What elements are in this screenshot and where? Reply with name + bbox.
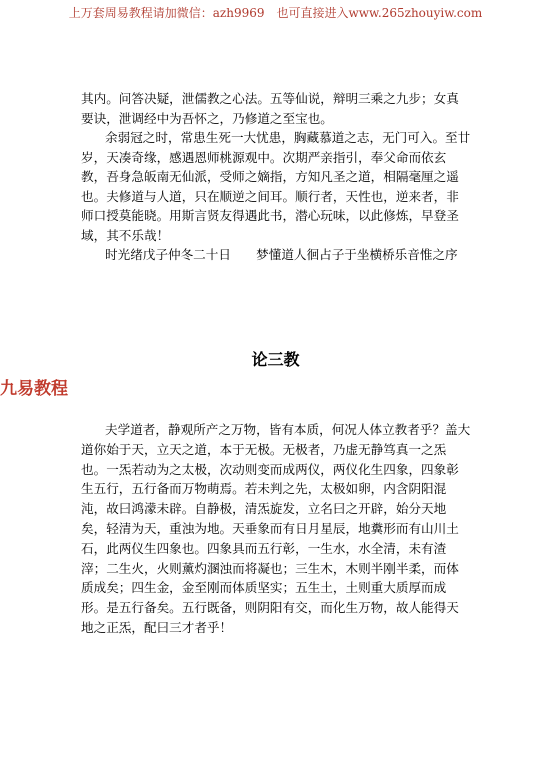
section-title: 论三教 — [251, 350, 300, 369]
section-paragraph-1: 夫学道者，静观所产之万物，皆有本质，何况人体立教者乎？盖大道你始于天，立天之道，本于无极。无极者，乃虚无静笃真一之炁也。一炁若动为之太极，次动则变而成两仪，两仪化生四象，四象彰生五行，五行备而万物萌焉。若未判之先，太极如卵，内含阴阳混沌，故曰鸿濛未辟。自静极，清炁旋发，立名曰之开辟，始分天地矣，轻清为天，重浊为地。天垂象而有日月星辰，地糞形而有山川土石，此两仪生四象也。四象具而五行彰，一生水，水全清，未有渣滓；二生火，火则薰灼溷浊而将凝也；三生木，木则半刚半柔，而体质成矣；四生金，金至刚而体质坚实；五生土，土则重大质厚而成形。是五行备矣。五行既备，则阴阳有交，而化生万物，故人能得天地之正炁，配曰三才者乎！ — [81, 422, 471, 635]
header-ad-text: 上万套周易教程请加微信：azh9969 也可直接进入www.265zhouyiw.com — [68, 6, 483, 20]
preface-paragraph-1: 其内。问答决疑，泄儒教之心法。五等仙说，辩明三乘之九步；女真要诀，泄调经中为吾怀之，乃修道之至宝也。 — [81, 91, 459, 126]
watermark-stamp: 九易教程 — [0, 379, 68, 399]
preface-paragraph-2: 余弱冠之时，常患生死一大忧患，胸藏慕道之志，无门可入。至廿岁，天凑奇缘，感遇恩师桃源观中。次期严亲指引，奉父命而依玄教，吾身急皈南无仙派，受师之嫡指，方知凡圣之道，相隔毫厘之遥也。夫修道与人道，只在顺逆之间耳。顺行者，天性也，逆来者，非师口授莫能晓。用斯言贤友得遇此书，潜心玩味，以此修炼，早登圣域，其不乐哉！ — [81, 130, 471, 243]
preface-signature: 时光绪戊子仲冬二十日 梦懂道人徊占子于坐横桥乐音惟之序 — [105, 247, 458, 262]
